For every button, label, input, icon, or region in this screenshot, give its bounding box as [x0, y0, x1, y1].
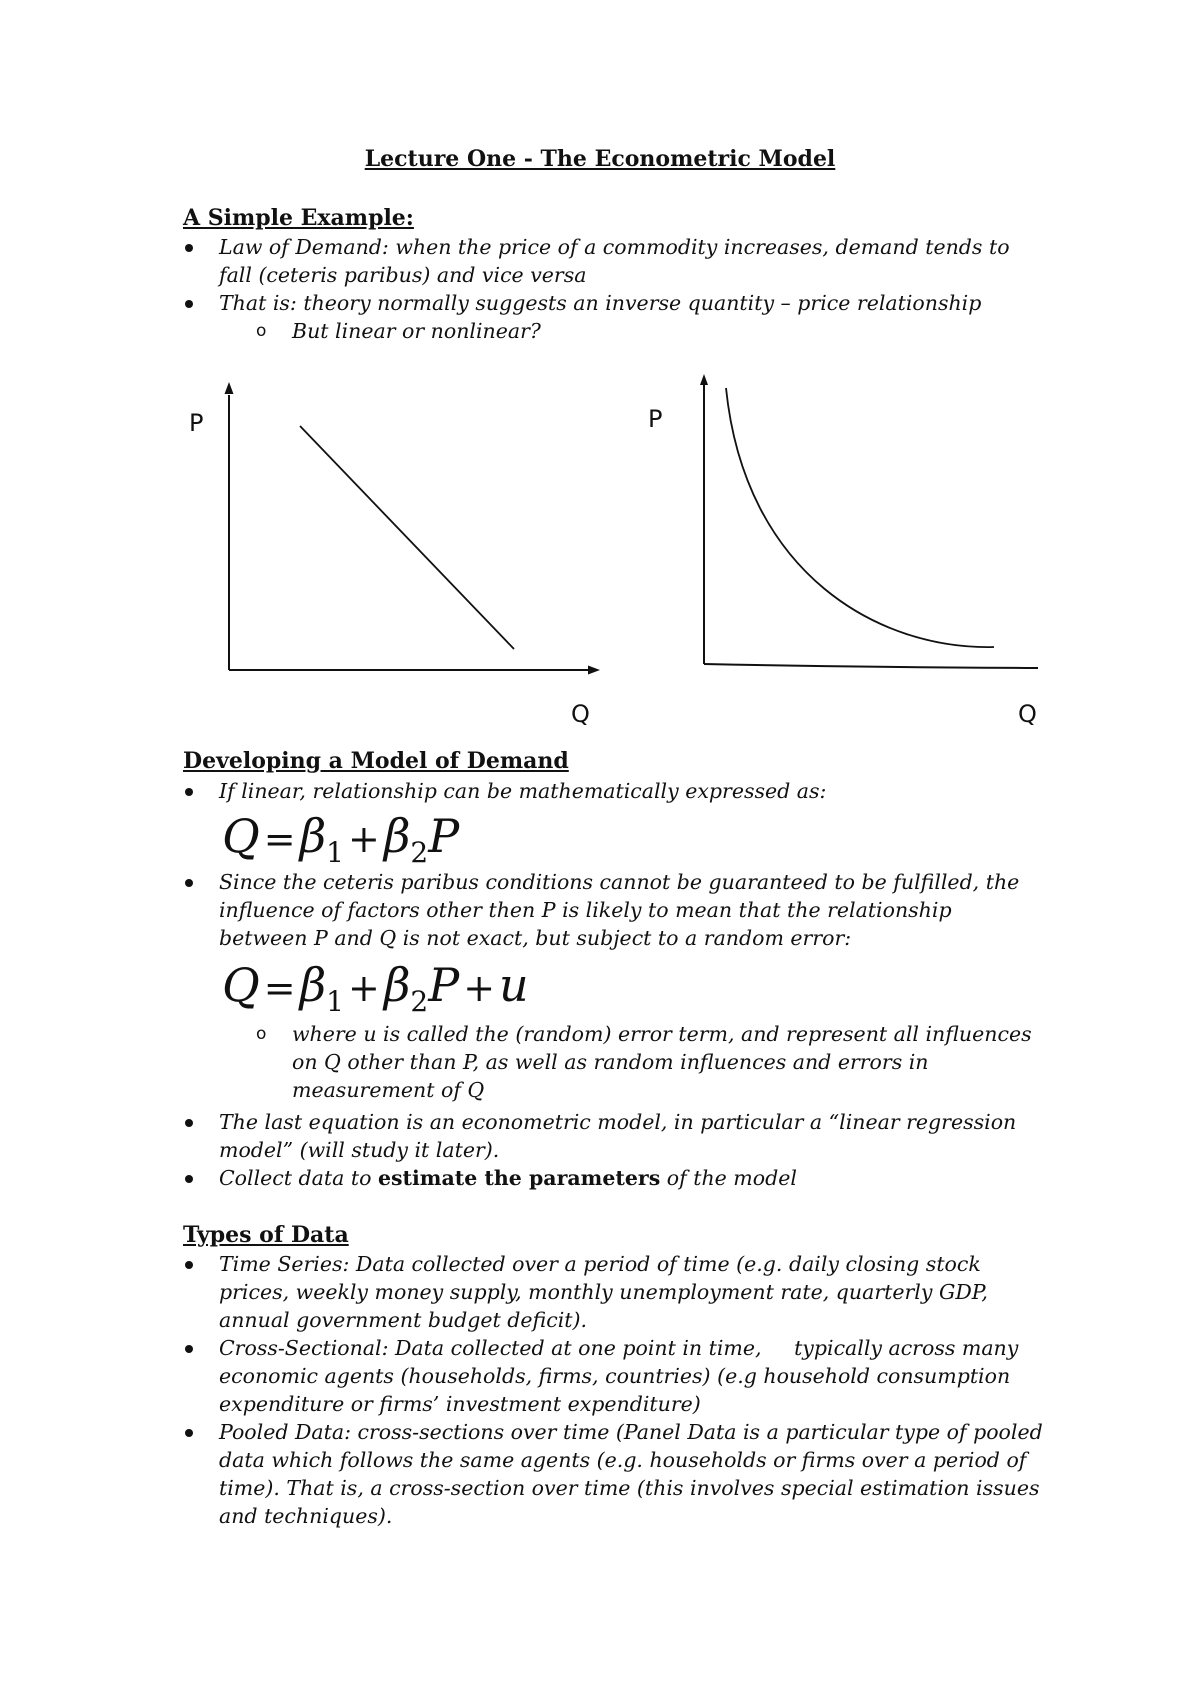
eq-q: Q: [222, 809, 260, 863]
bullet-text: That is: theory normally suggests an inverse quantity – price relationship: [219, 291, 982, 315]
bullet-dot-icon: [185, 1261, 193, 1269]
circle-bullet-icon: o: [256, 1024, 267, 1044]
bullet-dot-icon: [185, 1119, 193, 1127]
bullet-text-end: of the model: [660, 1166, 797, 1190]
model-list-3: [183, 1108, 1043, 1192]
eq-u: u: [499, 958, 529, 1012]
sub-bullet-text: where u is called the (random) error term, and represent all influences on Q other than P, as well as random influences and errors in measurement of Q: [292, 1022, 1032, 1102]
bullet-bold-text: estimate the parameters: [377, 1166, 661, 1190]
section-heading-types-of-data: Types of Data: [183, 1222, 349, 1248]
bullet-dot-icon: [185, 244, 193, 252]
eq-plus: +: [347, 817, 380, 861]
list-item: [183, 777, 1043, 805]
list-item: [183, 1108, 1043, 1164]
eq-beta1: β: [299, 958, 327, 1012]
nonlinear-y-arrow-icon: [700, 374, 708, 385]
linear-y-label: P: [189, 409, 204, 437]
nonlinear-demand-chart: [648, 374, 1038, 728]
linear-y-arrow-icon: [225, 382, 234, 394]
eq-beta2: β: [383, 958, 411, 1012]
bullet-text: Law of Demand: when the price of a commodity increases, demand tends to fall (ceteris paribus) and vice versa: [219, 235, 1010, 287]
eq-q: Q: [222, 958, 260, 1012]
linear-x-arrow-icon: [588, 666, 600, 675]
list-item: [183, 868, 1043, 952]
eq-sub1: 1: [326, 985, 344, 1018]
bullet-dot-icon: [185, 788, 193, 796]
bullet-dot-icon: [185, 1345, 193, 1353]
eq-beta1: β: [299, 809, 327, 863]
list-item: [183, 1250, 1043, 1334]
simple-example-list: [183, 233, 1043, 317]
sub-list-item: [256, 317, 1032, 345]
bullet-text: The last equation is an econometric model, in particular a “linear regression model” (will study it later).: [219, 1110, 1017, 1162]
eq-equals: =: [263, 966, 296, 1010]
list-item: [183, 1418, 1043, 1530]
bullet-dot-icon: [185, 1175, 193, 1183]
section-heading-simple-example: A Simple Example:: [183, 205, 414, 231]
nonlinear-y-label: P: [648, 405, 663, 433]
bullet-text: Pooled Data: cross-sections over time (Panel Data is a particular type of pooled data which follows the same agents (e.g. households or firms over a period of time). That is, a cross-section over time (this involves special estimation issues and techniques).: [219, 1420, 1043, 1528]
sub-list-item: [256, 1020, 1032, 1104]
list-item: [183, 1164, 1043, 1192]
bullet-dot-icon: [185, 1429, 193, 1437]
circle-bullet-icon: o: [256, 321, 267, 341]
bullet-dot-icon: [185, 879, 193, 887]
bullet-text: If linear, relationship can be mathematically expressed as:: [219, 779, 827, 803]
eq-p: P: [428, 809, 460, 863]
eq-sub2: 2: [410, 836, 429, 869]
eq-plus-2: +: [463, 966, 496, 1010]
list-item: [183, 233, 1043, 289]
bullet-dot-icon: [185, 300, 193, 308]
nonlinear-x-axis: [704, 664, 1038, 668]
bullet-text: Time Series: Data collected over a period of time (e.g. daily closing stock prices, weekly money supply, monthly unemployment rate, quarterly GDP, annual government budget deficit).: [219, 1252, 988, 1332]
list-item: [183, 1334, 1043, 1418]
eq-equals: =: [263, 817, 296, 861]
demand-charts: [0, 370, 1200, 740]
eq-p: P: [428, 958, 460, 1012]
model-list-1: [183, 777, 1043, 805]
page-title: Lecture One - The Econometric Model: [364, 146, 836, 172]
sub-bullet-text: But linear or nonlinear?: [292, 319, 541, 343]
linear-demand-chart: [189, 382, 600, 728]
bullet-text: Collect data to: [219, 1166, 378, 1190]
model-list-2: [183, 868, 1043, 952]
bullet-text: Cross-Sectional: Data collected at one point in time, typically across many economic agents (households, firms, countries) (e.g household consumption expenditure or firms’ investment expenditure): [219, 1336, 1025, 1416]
eq-beta2: β: [383, 809, 411, 863]
eq-plus: +: [347, 966, 380, 1010]
eq-sub2: 2: [410, 985, 429, 1018]
nonlinear-x-label: Q: [1018, 700, 1037, 728]
list-item: [183, 289, 1043, 317]
linear-demand-line: [300, 426, 514, 649]
nonlinear-demand-curve: [726, 388, 994, 647]
linear-x-label: Q: [571, 700, 590, 728]
bullet-text: Since the ceteris paribus conditions cannot be guaranteed to be fulfilled, the influence of factors other then P is likely to mean that the relationship between P and Q is not exact, but subject to a random error:: [219, 870, 1020, 950]
types-of-data-list: [183, 1250, 1043, 1530]
section-heading-model-of-demand: Developing a Model of Demand: [183, 748, 569, 774]
eq-sub1: 1: [326, 836, 344, 869]
